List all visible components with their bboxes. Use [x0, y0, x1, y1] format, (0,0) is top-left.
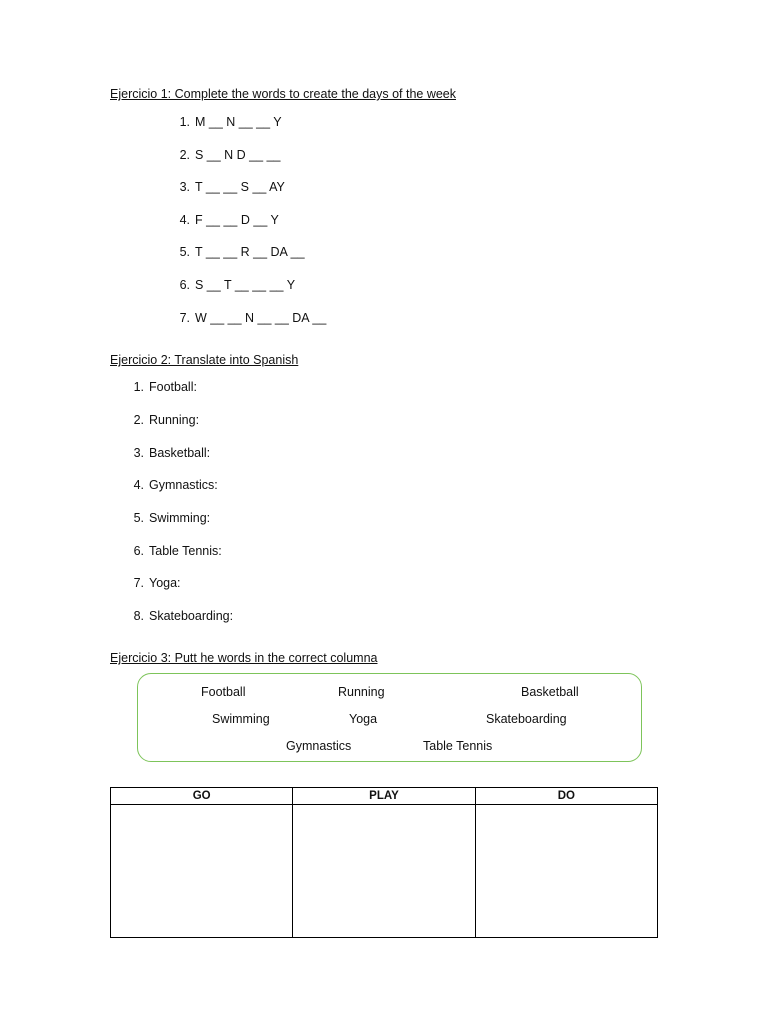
word-bank-item: Gymnastics	[286, 739, 352, 753]
word-bank-item: Table Tennis	[423, 739, 493, 753]
item-text: Basketball:	[149, 446, 211, 460]
item-text: W __ __ N __ __ DA __	[195, 311, 327, 325]
word-bank-box	[137, 673, 642, 762]
item-text: S __ T __ __ __ Y	[195, 278, 296, 292]
item-text: M __ N __ __ Y	[195, 115, 282, 129]
item-text: Gymnastics:	[149, 478, 218, 492]
item-number: 1.	[179, 115, 190, 129]
item-text: Swimming:	[149, 511, 211, 525]
word-bank-item: Yoga	[349, 712, 378, 726]
column-header-do: DO	[475, 788, 657, 805]
item-number: 2.	[179, 148, 190, 162]
item-text: Yoga:	[149, 576, 181, 590]
do-answer-cell[interactable]	[475, 805, 657, 938]
item-text: T __ __ S __ AY	[195, 180, 285, 194]
word-bank-item: Football	[201, 685, 246, 699]
answer-table	[110, 787, 658, 938]
item-text: S __ N D __ __	[195, 148, 281, 162]
item-number: 7.	[179, 311, 190, 325]
item-number: 3.	[179, 180, 190, 194]
word-bank-item: Running	[338, 685, 385, 699]
word-bank-item: Basketball	[521, 685, 579, 699]
table-row	[111, 805, 658, 938]
word-bank-item: Skateboarding	[486, 712, 567, 726]
item-number: 1.	[133, 380, 144, 394]
exercise-3-heading: Ejercicio 3: Putt he words in the correct columna	[110, 651, 378, 665]
go-answer-cell[interactable]	[111, 805, 293, 938]
item-number: 4.	[179, 213, 190, 227]
item-number: 2.	[133, 413, 144, 427]
item-text: F __ __ D __ Y	[195, 213, 279, 227]
item-number: 5.	[179, 245, 190, 259]
play-answer-cell[interactable]	[293, 805, 475, 938]
item-text: Table Tennis:	[149, 544, 222, 558]
word-bank-item: Swimming	[212, 712, 270, 726]
item-number: 3.	[133, 446, 144, 460]
column-header-go: GO	[111, 788, 293, 805]
exercise-2-heading: Ejercicio 2: Translate into Spanish	[110, 353, 299, 367]
item-number: 5.	[133, 511, 144, 525]
item-text: Skateboarding:	[149, 609, 234, 623]
item-number: 6.	[133, 544, 144, 558]
column-header-play: PLAY	[293, 788, 475, 805]
item-number: 4.	[133, 478, 144, 492]
item-number: 8.	[133, 609, 144, 623]
item-text: T __ __ R __ DA __	[195, 245, 305, 259]
table-header-row	[111, 788, 658, 805]
item-text: Football:	[149, 380, 197, 394]
exercise-1-heading: Ejercicio 1: Complete the words to create the days of the week	[110, 87, 457, 101]
item-text: Running:	[149, 413, 200, 427]
item-number: 7.	[133, 576, 144, 590]
item-number: 6.	[179, 278, 190, 292]
